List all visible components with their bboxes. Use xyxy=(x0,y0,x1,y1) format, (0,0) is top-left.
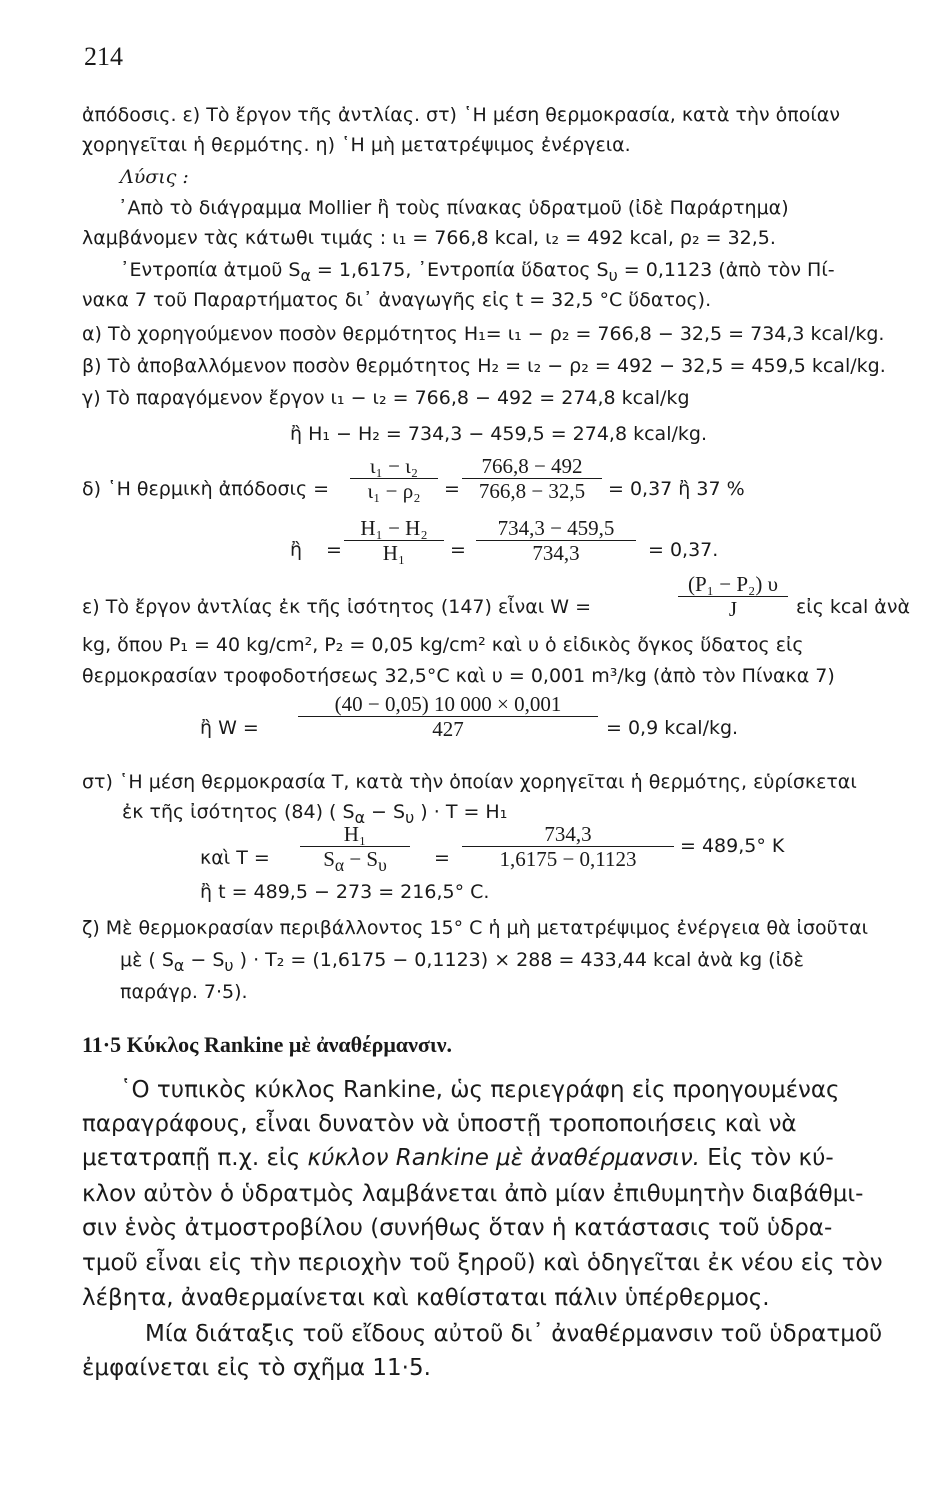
fraction-numerator: ι₁ − ι₂ xyxy=(369,454,419,478)
answer-e-formula-label: ἢ W = xyxy=(200,717,259,739)
text-line: ᾿Εντροπία ἀτμοῦ $S_\alpha = 1,6175$, ᾿Εντροπία ὕδατος $S_\upsilon = 0,1123$ (ἀπὸ τὸν Πί- xyxy=(120,259,835,285)
text-line: χορηγεῖται ἡ θερμότης. η) ῾Η μὴ μετατρέψιμος ἐνέργεια. xyxy=(82,134,631,156)
answer-e-label: ε) Τὸ ἔργον ἀντλίας ἐκ τῆς ἰσότητος (147) εἶναι W = xyxy=(82,596,592,618)
equals-sign: = xyxy=(450,539,466,561)
answer-b: β) Τὸ ἀποβαλλόμενον ποσὸν θερμότητος H₂ = ι₂ − ρ₂ = 492 − 32,5 = 459,5 kcal/kg. xyxy=(82,355,886,377)
equals-sign: = xyxy=(434,847,450,869)
fraction-denominator: $S_\alpha - S_\upsilon$ xyxy=(300,846,410,877)
fraction-numerator: H₁ xyxy=(343,822,367,846)
answer-e-result: = 0,9 kcal/kg. xyxy=(606,717,739,739)
answer-f-result: = 489,5° K xyxy=(680,835,785,857)
paragraph-line: Μία διάταξις τοῦ εἴδους αὐτοῦ δι᾿ ἀναθέρμανσιν τοῦ ὑδρατμοῦ xyxy=(145,1321,883,1347)
fraction-numerator: H₁ − H₂ xyxy=(360,516,428,540)
answer-f-formula-label: καὶ T = xyxy=(200,847,270,869)
paragraph-line: λέβητα, ἀναθερμαίνεται καὶ καθίσταται πάλιν ὑπέρθερμος. xyxy=(82,1285,770,1311)
fraction-numerator: (40 − 0,05) 10 000 × 0,001 xyxy=(334,692,562,716)
text-line: λαμβάνομεν τὰς κάτωθι τιμάς : ι₁ = 766,8 kcal, ι₂ = 492 kcal, ρ₂ = 32,5. xyxy=(82,227,776,249)
paragraph-line: μετατραπῇ π.χ. εἰς κύκλον Rankine μὲ ἀναθέρμανσιν. Εἰς τὸν κύ- xyxy=(82,1145,834,1171)
paragraph-line: ῾Ο τυπικὸς κύκλος Rankine, ὡς περιεγράφη εἰς προηγουμένας xyxy=(120,1077,840,1103)
fraction-denominator: 1,6175 − 0,1123 xyxy=(462,846,674,871)
fraction-denominator: 766,8 − 32,5 xyxy=(462,478,602,503)
solution-label: Λύσις : xyxy=(120,166,189,188)
section-heading: 11·5 Κύκλος Rankine μὲ ἀναθέρμανσιν. xyxy=(82,1032,453,1057)
fraction-denominator: H₁ xyxy=(344,540,444,565)
text-line: μὲ ( $S_\alpha - S_\upsilon$ ) · T₂ = (1,6175 − 0,1123) × 288 = 433,44 kcal ἀνὰ kg (ἰδὲ xyxy=(120,949,804,975)
fraction-numerator: (P₁ − P₂) υ xyxy=(688,572,778,596)
fraction-pump-work-numeric xyxy=(298,692,598,741)
answer-c-alt: ἢ H₁ − H₂ = 734,3 − 459,5 = 274,8 kcal/kg. xyxy=(290,423,707,445)
answer-c: γ) Τὸ παραγόμενον ἔργον ι₁ − ι₂ = 766,8 − 492 = 274,8 kcal/kg xyxy=(82,387,690,409)
fraction-efficiency-numeric xyxy=(462,454,602,503)
answer-d-alt-result: = 0,37. xyxy=(648,539,719,561)
text-line: ἀπόδοσις. ε) Τὸ ἔργον τῆς ἀντλίας. στ) ῾Η μέση θερμοκρασία, κατὰ τὴν ὁποίαν xyxy=(82,104,840,126)
equals-sign: = xyxy=(326,539,342,561)
text-line: kg, ὅπου P₁ = 40 kg/cm², P₂ = 0,05 kg/cm² καὶ υ ὁ εἰδικὸς ὄγκος ὕδατος εἰς xyxy=(82,634,804,656)
text-line: θερμοκρασίαν τροφοδοτήσεως 32,5°C καὶ υ = 0,001 m³/kg (ἀπὸ τὸν Πίνακα 7) xyxy=(82,665,835,687)
paragraph-line: σιν ἑνὸς ἀτμοστροβίλου (συνήθως ὅταν ἡ κατάστασις τοῦ ὑδρα- xyxy=(82,1215,833,1241)
paragraph-line: ἐμφαίνεται εἰς τὸ σχῆμα 11·5. xyxy=(82,1355,431,1381)
text-line: ἐκ τῆς ἰσότητος (84) ( $S_\alpha - S_\upsilon$ ) · T = H₁ xyxy=(122,801,508,827)
answer-d-alt-label: ἢ xyxy=(290,539,303,561)
answer-f-celsius: ἢ t = 489,5 − 273 = 216,5° C. xyxy=(200,881,490,903)
answer-f: στ) ῾Η μέση θερμοκρασία T, κατὰ τὴν ὁποίαν χορηγεῖται ἡ θερμότης, εὑρίσκεται xyxy=(82,771,857,793)
fraction-numerator: 766,8 − 492 xyxy=(481,454,583,478)
paragraph-line: τμοῦ εἶναι εἰς τὴν περιοχὴν τοῦ ξηροῦ) καὶ ὁδηγεῖται ἐκ νέου εἰς τὸν xyxy=(82,1250,883,1276)
fraction-denominator: 734,3 xyxy=(476,540,636,565)
fraction-mean-temp-numeric xyxy=(462,822,674,871)
fraction-pump-work xyxy=(678,572,788,621)
paragraph-line: κλον αὐτὸν ὁ ὑδρατμὸς λαμβάνεται ἀπὸ μίαν ἐπιθυμητὴν διαβάθμι- xyxy=(82,1181,864,1207)
text-line: νακα 7 τοῦ Παραρτήματος δι᾿ ἀναγωγῆς εἰς t = 32,5 °C ὕδατος). xyxy=(82,289,712,311)
equals-sign: = xyxy=(444,478,460,500)
fraction-heat-numeric xyxy=(476,516,636,565)
paragraph-line: παραγράφους, εἶναι δυνατὸν νὰ ὑποστῇ τροποποιήσεις καὶ νὰ xyxy=(82,1111,797,1137)
page-number: 214 xyxy=(84,42,123,71)
fraction-denominator: J xyxy=(678,596,788,621)
text-line: παράγρ. 7·5). xyxy=(120,981,248,1003)
fraction-numerator: 734,3 − 459,5 xyxy=(497,516,615,540)
fraction-heat-symbolic xyxy=(344,516,444,565)
answer-a: α) Τὸ χορηγούμενον ποσὸν θερμότητος H₁= ι₁ − ρ₂ = 766,8 − 32,5 = 734,3 kcal/kg. xyxy=(82,323,885,345)
fraction-numerator: 734,3 xyxy=(544,822,592,846)
answer-e-units: εἰς kcal ἀνὰ xyxy=(796,596,910,618)
fraction-mean-temp-symbolic xyxy=(300,822,410,877)
fraction-denominator: ι₁ − ρ₂ xyxy=(350,478,438,503)
text-line: ᾿Απὸ τὸ διάγραμμα Mollier ἢ τοὺς πίνακας ὑδρατμοῦ (ἰδὲ Παράρτημα) xyxy=(118,197,789,219)
answer-d-result: = 0,37 ἢ 37 % xyxy=(608,478,745,500)
fraction-efficiency-symbolic xyxy=(350,454,438,503)
answer-d-label: δ) ῾Η θερμικὴ ἀπόδοσις = xyxy=(82,478,330,500)
answer-g: ζ) Μὲ θερμοκρασίαν περιβάλλοντος 15° C ἡ μὴ μετατρέψιμος ἐνέργεια θὰ ἰσοῦται xyxy=(82,917,869,939)
fraction-denominator: 427 xyxy=(298,716,598,741)
